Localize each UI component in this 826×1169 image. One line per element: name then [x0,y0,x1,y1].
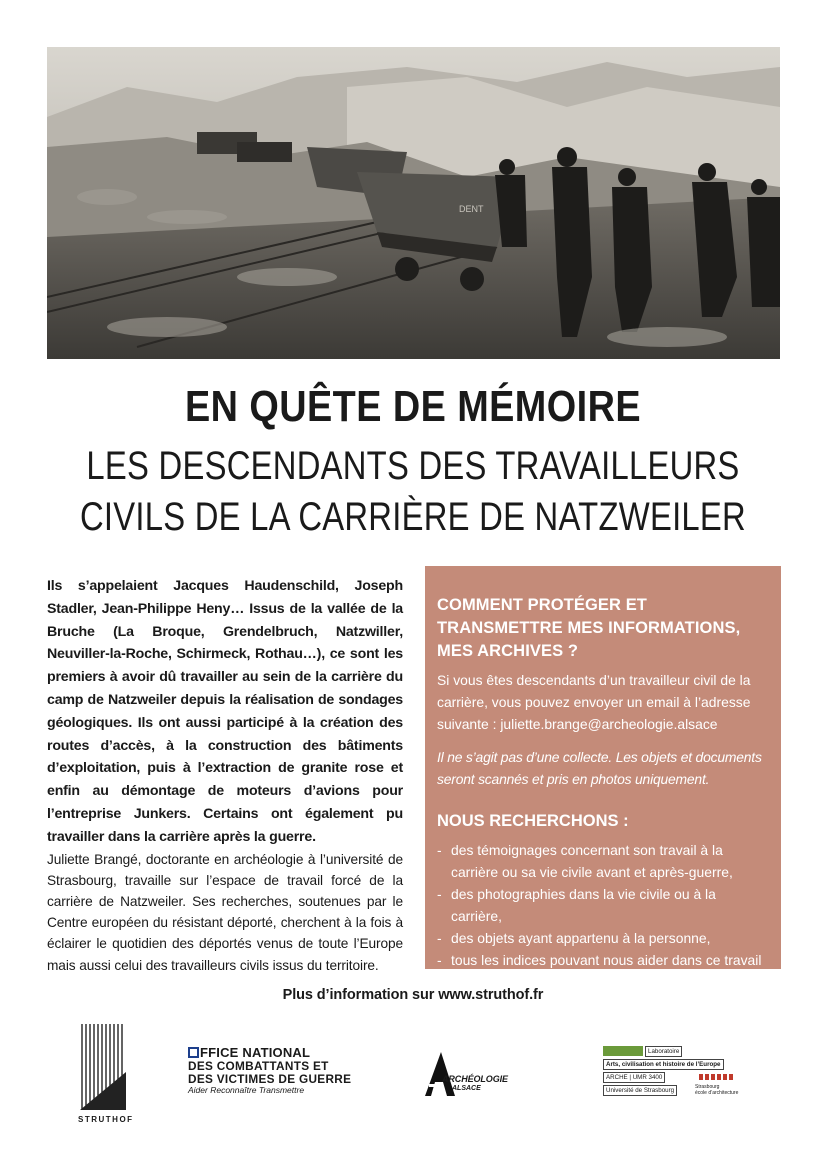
archeologie-a-icon [425,1050,455,1096]
archeologie-region: ALSACE [452,1085,481,1092]
search-list [437,839,769,993]
struthof-logo [78,1022,134,1124]
lab-university: Université de Strasbourg [603,1085,677,1096]
onac-line-1: FFICE NATIONAL [200,1045,311,1060]
lab-school-2: école d’architecture [695,1090,739,1096]
quarry-photo-illustration [47,47,780,359]
intro-column [47,575,403,976]
struthof-logo-icon [78,1022,128,1112]
list-item: - tous les indices pouvant nous aider dans ce travail de recherche. [437,949,769,993]
subtitle-line-1: LES DESCENDANTS DES TRAVAILLEURS [86,444,740,488]
info-box [425,566,781,990]
onac-o-icon [188,1047,199,1058]
research-paragraph: Juliette Brangé, doctorante en archéologie à l’université de Strasbourg, travaille sur l’espace de travail forcé de la carrière de Natzweiler. Ses recherches, soutenues par le Centre européen du résistant déporté, cherchent à la fois à éclairer le quotidien des déportés venus de toute l’Europe mais aussi celui des travailleurs civils issus du territoire. [47,851,403,973]
lab-pattern-icon [699,1074,735,1080]
lab-name: Arts, civilisation et histoire de l’Europe [603,1059,724,1070]
arche-lab-logo [603,1046,743,1101]
collection-note: Il ne s’agit pas d’une collecte. Les objets et documents seront scannés et pris en photos uniquement. [437,749,762,787]
onac-tagline: Aider Reconnaître Transmettre [188,1085,305,1095]
archival-quarry-photo [47,47,780,359]
list-item: - des photographies dans la vie civile ou à la carrière, [437,883,769,927]
contact-text: Si vous êtes descendants d’un travailleur civil de la carrière, vous pouvez envoyer un email à l’adresse suivante : juliette.brange@archeologie.alsace [437,672,751,732]
search-heading: NOUS RECHERCHONS : [437,812,629,830]
subtitle-line-2: CIVILS DE LA CARRIÈRE DE NATZWEILER [80,495,746,539]
page-title: EN QUÊTE DE MÉMOIRE [185,382,641,431]
list-item: - des objets ayant appartenu à la personne, [437,927,769,949]
list-item: - des témoignages concernant son travail à la carrière ou sa vie civile avant et après-guerre, [437,839,769,883]
onac-logo [188,1046,368,1106]
cart-label: DENT [459,204,484,214]
archeologie-alsace-logo [425,1050,543,1100]
lab-label: Laboratoire [645,1046,682,1057]
struthof-wordmark: STRUTHOF [78,1115,134,1124]
lab-school-1: Strasbourg [695,1084,720,1090]
info-box-heading: COMMENT PROTÉGER ET TRANSMETTRE MES INFORMATIONS, MES ARCHIVES ? [437,596,741,660]
more-info-link[interactable]: Plus d’information sur www.struthof.fr [282,987,544,1003]
onac-line-3: DES VICTIMES DE GUERRE [188,1071,352,1086]
lab-color-bar-icon [603,1046,643,1056]
onac-line-2: DES COMBATTANTS ET [188,1059,329,1073]
lab-code: ARCHE | UMR 3400 [603,1072,665,1083]
archeologie-name: ARCHÉOLOGIE [442,1074,508,1084]
intro-paragraph: Ils s’appelaient Jacques Haudenschild, Joseph Stadler, Jean-Philippe Heny… Issus de la vallée de la Bruche (La Broque, Grendelbruch, Natzwiller, Neuviller-la-Roche, Schirmeck, Rothau…), ce sont les premiers à avoir dû travailler au sein de la carrière du camp de Natzweiler depuis la réalisation de sondages géologiques. Ils ont aussi participé à la création des routes d’accès, à la construction des bâtiments d’exploitation, puis à l’extraction de granite rose et enfin au démontage de moteurs d’avions pour l’entreprise Junkers. Certains ont également pu travailler dans la carrière après la guerre. [47,578,403,845]
